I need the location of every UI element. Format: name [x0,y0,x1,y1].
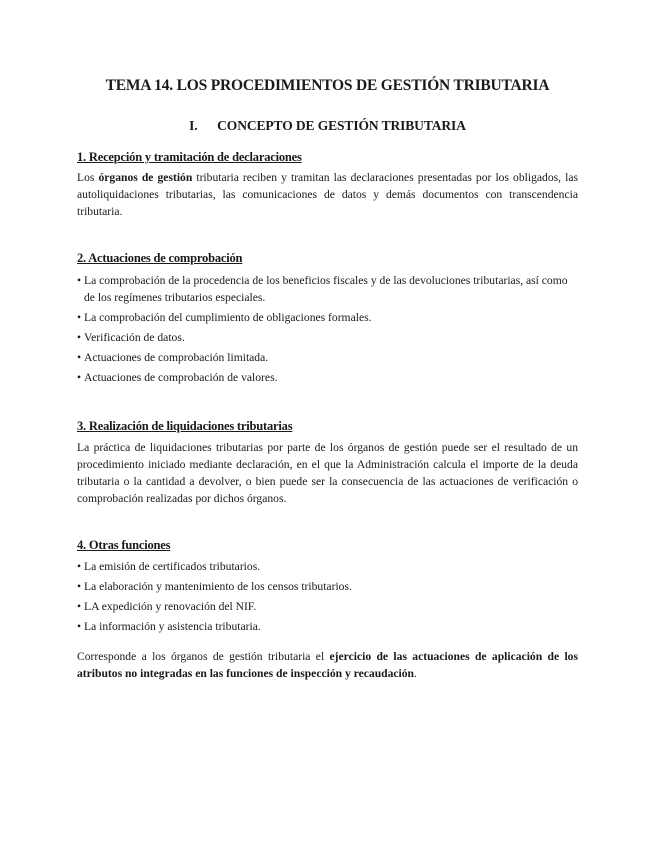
list-item [77,578,578,595]
bullet-icon: • [77,351,82,364]
list-item-text: La elaboración y mantenimiento de los censos tributarios. [84,580,352,593]
section-title: CONCEPTO DE GESTIÓN TRIBUTARIA [217,118,466,133]
list-item [77,309,578,326]
list-item [77,618,578,635]
list-item-text: La comprobación de la procedencia de los beneficios fiscales y de las devoluciones tributarias, así como de los regímenes tributarios especiales. [84,274,568,304]
closing-bold: ejercicio de las actuaciones de aplicación de los atributos no integradas en las funciones de inspección y recaudación [77,650,578,680]
bullet-icon: • [77,274,82,287]
list-item [77,349,578,366]
bullet-icon: • [77,331,82,344]
subheading-verification: 2. Actuaciones de comprobación [77,251,243,265]
other-functions-list [77,558,578,638]
list-item-text: Verificación de datos. [84,331,185,344]
section-number: I. [189,118,198,133]
bullet-icon: • [77,620,82,633]
list-item-text: Actuaciones de comprobación de valores. [84,371,278,384]
list-item [77,558,578,575]
subheading-reception: 1. Recepción y tramitación de declaraciones [77,150,302,164]
bullet-icon: • [77,600,82,613]
paragraph-reception [77,169,578,220]
list-item-text: LA expedición y renovación del NIF. [84,600,257,613]
section-heading [77,118,578,134]
document-title: TEMA 14. LOS PROCEDIMIENTOS DE GESTIÓN TRIBUTARIA [105,77,550,94]
subheading-settlements: 3. Realización de liquidaciones tributarias [77,419,293,433]
list-item-text: La emisión de certificados tributarios. [84,560,261,573]
paragraph-settlements: La práctica de liquidaciones tributarias por parte de los órganos de gestión puede ser el resultado de un procedimiento iniciado mediante declaración, en el que la Administración calcula el importe de la deuda tributaria o la cantidad a devolver, o bien puede ser la consecuencia de las actuaciones de verificación o comprobación realizadas por dichos órganos. [77,441,578,505]
list-item [77,272,578,306]
closing-paragraph [77,648,578,682]
closing-end: . [414,667,417,680]
closing-start: Corresponde a los órganos de gestión tributaria el [77,650,330,663]
list-item-text: Actuaciones de comprobación limitada. [84,351,269,364]
paragraph-reception-start: Los [77,171,99,184]
list-item-text: La información y asistencia tributaria. [84,620,261,633]
paragraph-reception-end: tributaria reciben y tramitan las declaraciones presentadas por los obligados, las autoliquidaciones tributarias, las comunicaciones de datos y demás documentos con transcendencia tributaria. [77,171,578,218]
paragraph-reception-bold: órganos de gestión [98,171,193,184]
bullet-icon: • [77,311,82,324]
list-item-text: La comprobación del cumplimiento de obligaciones formales. [84,311,372,324]
list-item [77,369,578,386]
bullet-icon: • [77,371,82,384]
verification-list [77,272,578,389]
list-item [77,329,578,346]
subheading-other-functions: 4. Otras funciones [77,538,171,552]
list-item [77,598,578,615]
bullet-icon: • [77,560,82,573]
bullet-icon: • [77,580,82,593]
